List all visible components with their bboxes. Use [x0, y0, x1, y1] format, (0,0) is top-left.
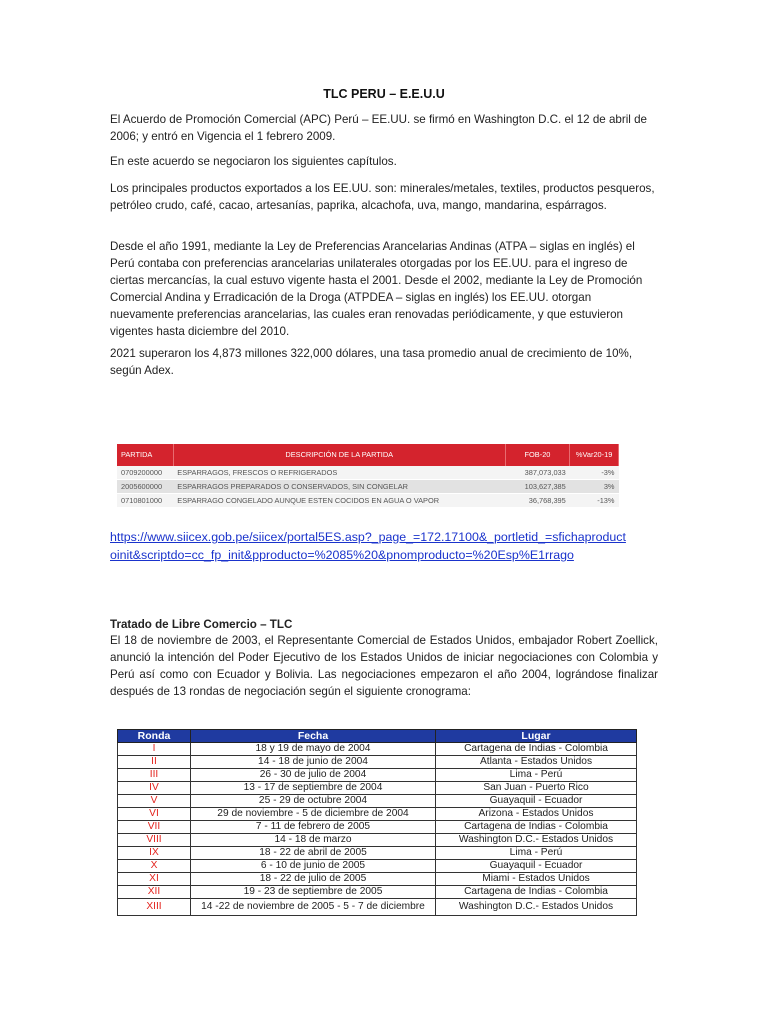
partida-header-cell: FOB-20 [505, 444, 570, 466]
table-row [118, 860, 637, 873]
ronda-cell: VI [118, 808, 191, 821]
lugar-cell: Washington D.C.- Estados Unidos [436, 834, 637, 847]
table-row [118, 782, 637, 795]
fecha-cell: 18 - 22 de abril de 2005 [191, 847, 436, 860]
paragraph-apc: El Acuerdo de Promoción Comercial (APC) Perú – EE.UU. se firmó en Washington D.C. el 12 de abril de 2006; y entró en Vigencia el 1 febrero 2009. [110, 113, 647, 143]
table-cell: 103,627,385 [505, 480, 570, 494]
ronda-cell: IX [118, 847, 191, 860]
ronda-cell: XII [118, 886, 191, 899]
table-cell: ESPARRAGOS, FRESCOS O REFRIGERADOS [173, 466, 505, 480]
table-row [118, 873, 637, 886]
table-cell: 36,768,395 [505, 494, 570, 508]
fecha-cell: 25 - 29 de octubre 2004 [191, 795, 436, 808]
table-row [117, 466, 619, 480]
table-row [117, 494, 619, 508]
ronda-cell: I [118, 743, 191, 756]
fecha-cell: 6 - 10 de junio de 2005 [191, 860, 436, 873]
tlc-heading: Tratado de Libre Comercio – TLC [110, 618, 293, 631]
rondas-header-cell: Fecha [191, 730, 436, 743]
ronda-cell: VII [118, 821, 191, 834]
rondas-header-cell: Lugar [436, 730, 637, 743]
ronda-cell: XI [118, 873, 191, 886]
ronda-cell: XIII [118, 899, 191, 916]
fecha-cell: 14 -22 de noviembre de 2005 - 5 - 7 de diciembre [191, 899, 436, 916]
table-cell: ESPARRAGO CONGELADO AUNQUE ESTEN COCIDOS EN AGUA O VAPOR [173, 494, 505, 508]
fecha-cell: 29 de noviembre - 5 de diciembre de 2004 [191, 808, 436, 821]
table-row [118, 847, 637, 860]
fecha-cell: 19 - 23 de septiembre de 2005 [191, 886, 436, 899]
table-row [118, 886, 637, 899]
rondas-header-row [118, 730, 637, 743]
lugar-cell: Washington D.C.- Estados Unidos [436, 899, 637, 916]
lugar-cell: Cartagena de Indias - Colombia [436, 743, 637, 756]
partida-table [117, 444, 619, 508]
paragraph-adex: 2021 superaron los 4,873 millones 322,000 dólares, una tasa promedio anual de crecimiento de 10%, según Adex. [110, 347, 633, 377]
document-title: TLC PERU – E.E.U.U [323, 87, 445, 101]
lugar-cell: Atlanta - Estados Unidos [436, 756, 637, 769]
lugar-cell: Lima - Perú [436, 769, 637, 782]
paragraph-productos: Los principales productos exportados a los EE.UU. son: minerales/metales, textiles, productos pesqueros, petróleo crudo, café, cacao, artesanías, paprika, alcachofa, uva, mango, mandarina, espárragos. [110, 182, 655, 212]
lugar-cell: Miami - Estados Unidos [436, 873, 637, 886]
lugar-cell: San Juan - Puerto Rico [436, 782, 637, 795]
fecha-cell: 18 - 22 de julio de 2005 [191, 873, 436, 886]
siicex-link[interactable]: https://www.siicex.gob.pe/siicex/portal5ES.asp?_page_=172.17100&_portletid_=sfichaproductoinit&scriptdo=cc_fp_init&pproducto=%2085%20&pnomproducto=%20Esp%E1rrago [110, 530, 626, 562]
paragraph-tlc: El 18 de noviembre de 2003, el Representante Comercial de Estados Unidos, embajador Robert Zoellick, anunció la intención del Poder Ejecutivo de los Estados Unidos de iniciar negociaciones con Colombia y Perú así como con Ecuador y Bolivia. Las negociaciones empezaron el año 2004, lográndose finalizar después de 13 rondas de negociación según el siguiente cronograma: [110, 634, 658, 698]
paragraph-capitulos: En este acuerdo se negociaron los siguientes capítulos. [110, 155, 397, 168]
table-row [118, 834, 637, 847]
lugar-cell: Arizona - Estados Unidos [436, 808, 637, 821]
table-row [118, 769, 637, 782]
fecha-cell: 7 - 11 de febrero de 2005 [191, 821, 436, 834]
lugar-cell: Guayaquil - Ecuador [436, 795, 637, 808]
table-cell: -13% [570, 494, 619, 508]
table-cell: -3% [570, 466, 619, 480]
fecha-cell: 13 - 17 de septiembre de 2004 [191, 782, 436, 795]
ronda-cell: III [118, 769, 191, 782]
fecha-cell: 14 - 18 de junio de 2004 [191, 756, 436, 769]
fecha-cell: 18 y 19 de mayo de 2004 [191, 743, 436, 756]
partida-header-cell: PARTIDA [117, 444, 173, 466]
table-row [118, 808, 637, 821]
partida-header-cell: DESCRIPCIÓN DE LA PARTIDA [173, 444, 505, 466]
fecha-cell: 14 - 18 de marzo [191, 834, 436, 847]
table-cell: 3% [570, 480, 619, 494]
lugar-cell: Cartagena de Indias - Colombia [436, 886, 637, 899]
fecha-cell: 26 - 30 de julio de 2004 [191, 769, 436, 782]
ronda-cell: V [118, 795, 191, 808]
table-row [118, 821, 637, 834]
lugar-cell: Cartagena de Indias - Colombia [436, 821, 637, 834]
table-cell: ESPARRAGOS PREPARADOS O CONSERVADOS, SIN CONGELAR [173, 480, 505, 494]
paragraph-atpa: Desde el año 1991, mediante la Ley de Preferencias Arancelarias Andinas (ATPA – siglas en inglés) el Perú contaba con preferencias arancelarias unilaterales otorgadas por los EE.UU. para el ingreso de ciertas mercancías, la cual estuvo vigente hasta el 2001. Desde el 2002, mediante la Ley de Promoción Comercial Andina y Erradicación de la Droga (ATPDEA – siglas en inglés) los EE.UU. otorgan nuevamente preferencias arancelarias, las cuales eran renovadas periódicamente, y que estuvieron vigentes hasta diciembre del 2010. [110, 240, 643, 338]
table-cell: 0709200000 [117, 466, 173, 480]
table-row [118, 795, 637, 808]
rondas-header-cell: Ronda [118, 730, 191, 743]
ronda-cell: II [118, 756, 191, 769]
ronda-cell: X [118, 860, 191, 873]
ronda-cell: VIII [118, 834, 191, 847]
partida-header-cell: %Var20-19 [570, 444, 619, 466]
partida-header-row [117, 444, 619, 466]
table-cell: 387,073,033 [505, 466, 570, 480]
table-row [117, 480, 619, 494]
rondas-table [117, 729, 637, 916]
table-row [118, 743, 637, 756]
table-cell: 2005600000 [117, 480, 173, 494]
ronda-cell: IV [118, 782, 191, 795]
table-row [118, 756, 637, 769]
table-cell: 0710801000 [117, 494, 173, 508]
lugar-cell: Lima - Perú [436, 847, 637, 860]
lugar-cell: Guayaquil - Ecuador [436, 860, 637, 873]
table-row [118, 899, 637, 916]
